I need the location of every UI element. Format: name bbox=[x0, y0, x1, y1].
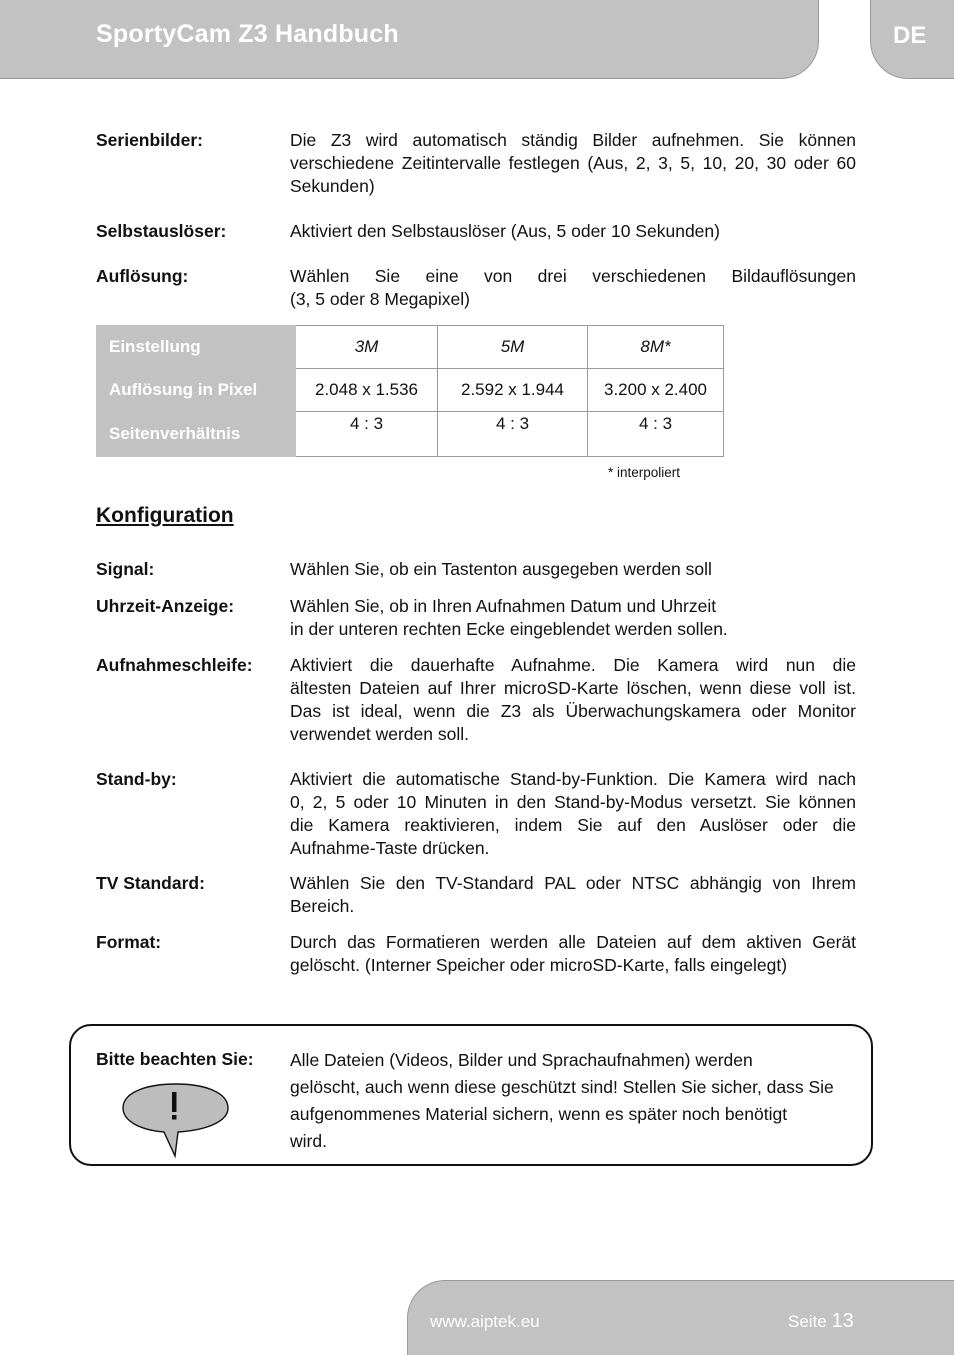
description-line: Wählen Sie den TV-Standard PAL oder NTSC abhängig von Ihrem bbox=[290, 873, 856, 893]
resolution-table bbox=[96, 325, 724, 457]
setting-term: Format: bbox=[96, 932, 162, 952]
description-line: in der unteren rechten Ecke eingeblendet werden sollen. bbox=[290, 619, 728, 639]
page-label: Seite bbox=[788, 1312, 827, 1331]
setting-description bbox=[290, 768, 856, 860]
note-description bbox=[290, 1047, 860, 1155]
description-line: Aktiviert die dauerhafte Aufnahme. Die Kamera wird nun die bbox=[290, 655, 856, 675]
language-label: DE bbox=[893, 22, 927, 49]
setting-term: Serienbilder: bbox=[96, 130, 203, 150]
section-title: Konfiguration bbox=[96, 504, 234, 527]
table-cell: 5M bbox=[438, 326, 588, 369]
table-cell: 3M bbox=[296, 326, 438, 369]
row-header: Auflösung in Pixel bbox=[97, 369, 296, 412]
table-cell: 4 : 3 bbox=[438, 412, 588, 457]
setting-term: Aufnahmeschleife: bbox=[96, 655, 253, 675]
description-line: gelöscht. (Interner Speicher oder microSD-Karte, falls eingelegt) bbox=[290, 955, 788, 975]
description-line: Aktiviert den Selbstauslöser (Aus, 5 oder 10 Sekunden) bbox=[290, 221, 720, 241]
exclamation-speech-bubble-icon bbox=[120, 1080, 232, 1165]
table-cell: 2.592 x 1.944 bbox=[438, 369, 588, 412]
table-row bbox=[97, 326, 724, 369]
description-line: Das ist ideal, wenn die Z3 als Überwachungskamera oder Monitor bbox=[290, 701, 856, 721]
setting-description bbox=[290, 220, 856, 243]
row-header: Seitenverhältnis bbox=[97, 412, 296, 457]
description-line: Wählen Sie, ob ein Tastenton ausgegeben werden soll bbox=[290, 559, 712, 579]
setting-description bbox=[290, 872, 856, 918]
table-cell: 2.048 x 1.536 bbox=[296, 369, 438, 412]
page-number-value: 13 bbox=[831, 1310, 854, 1332]
setting-term: Signal: bbox=[96, 559, 155, 579]
language-tab bbox=[870, 0, 954, 79]
setting-description bbox=[290, 558, 856, 581]
note-line: gelöscht, auch wenn diese geschützt sind! Stellen Sie sicher, dass Sie bbox=[290, 1077, 834, 1097]
setting-description bbox=[290, 931, 856, 977]
table-cell: 4 : 3 bbox=[296, 412, 438, 457]
note-term: Bitte beachten Sie: bbox=[96, 1049, 254, 1069]
footer-url[interactable]: www.aiptek.eu bbox=[430, 1312, 540, 1331]
table-footnote: * interpoliert bbox=[608, 465, 681, 480]
description-line: Sekunden) bbox=[290, 176, 375, 196]
page-number bbox=[788, 1310, 854, 1333]
row-header: Einstellung bbox=[97, 326, 296, 369]
description-line: Die Z3 wird automatisch ständig Bilder aufnehmen. Sie können bbox=[290, 130, 856, 150]
note-line: wird. bbox=[290, 1131, 327, 1151]
setting-description bbox=[290, 595, 856, 641]
footer-bar bbox=[407, 1280, 954, 1355]
table-cell: 3.200 x 2.400 bbox=[588, 369, 724, 412]
description-line: Durch das Formatieren werden alle Dateien auf dem aktiven Gerät bbox=[290, 932, 856, 952]
description-line: Aufnahme-Taste drücken. bbox=[290, 838, 490, 858]
setting-term: TV Standard: bbox=[96, 873, 205, 893]
description-line: die Kamera reaktivieren, indem Sie auf den Auslöser oder die bbox=[290, 815, 856, 835]
description-line: (3, 5 oder 8 Megapixel) bbox=[290, 289, 470, 309]
description-line: Wählen Sie eine von drei verschiedenen Bildauflösungen bbox=[290, 266, 856, 286]
setting-description bbox=[290, 265, 856, 311]
table-row bbox=[97, 412, 724, 457]
description-line: Bereich. bbox=[290, 896, 355, 916]
table-row bbox=[97, 369, 724, 412]
description-line: verwendet werden soll. bbox=[290, 724, 469, 744]
description-line: ältesten Dateien auf Ihrer microSD-Karte löschen, wenn diese voll ist. bbox=[290, 678, 856, 698]
table-cell: 8M* bbox=[588, 326, 724, 369]
setting-description bbox=[290, 129, 856, 198]
setting-term: Stand-by: bbox=[96, 769, 177, 789]
table-cell: 4 : 3 bbox=[588, 412, 724, 457]
description-line: Wählen Sie, ob in Ihren Aufnahmen Datum und Uhrzeit bbox=[290, 596, 717, 616]
header-bar bbox=[0, 0, 819, 79]
document-title: SportyCam Z3 Handbuch bbox=[96, 20, 399, 48]
note-line: aufgenommenes Material sichern, wenn es später noch benötigt bbox=[290, 1104, 788, 1124]
note-line: Alle Dateien (Videos, Bilder und Sprachaufnahmen) werden bbox=[290, 1050, 753, 1070]
setting-description bbox=[290, 654, 856, 746]
setting-term: Selbstauslöser: bbox=[96, 221, 227, 241]
description-line: Aktiviert die automatische Stand-by-Funktion. Die Kamera wird nach bbox=[290, 769, 856, 789]
description-line: verschiedene Zeitintervalle festlegen (Aus, 2, 3, 5, 10, 20, 30 oder 60 bbox=[290, 153, 856, 173]
setting-term: Auflösung: bbox=[96, 266, 189, 286]
description-line: 0, 2, 5 oder 10 Minuten in den Stand-by-Modus versetzt. Sie können bbox=[290, 792, 856, 812]
setting-term: Uhrzeit-Anzeige: bbox=[96, 596, 235, 616]
